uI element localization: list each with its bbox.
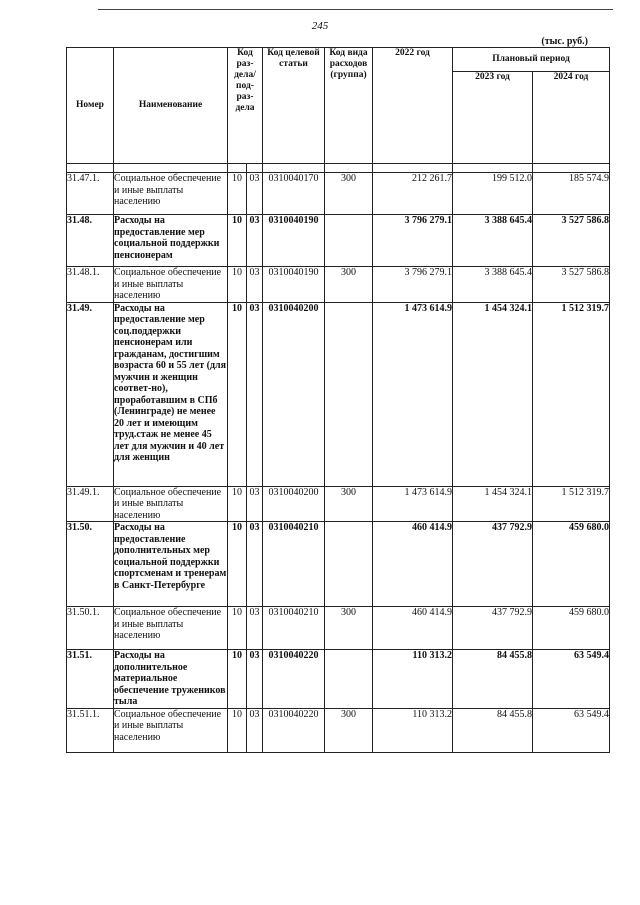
row-subsection: 03 [247, 607, 263, 650]
row-section: 10 [228, 650, 247, 709]
header-planned-period: Плановый период [453, 48, 610, 72]
table-row [67, 650, 610, 709]
header-expense-type-code: Код вида расходов (группа) [325, 48, 373, 164]
table-row [67, 708, 610, 752]
row-amount-2022: 1 473 614.9 [373, 486, 453, 522]
row-expense-type [325, 522, 373, 607]
row-amount-2022: 460 414.9 [373, 522, 453, 607]
header-target-code: Код целевой статьи [263, 48, 325, 164]
row-amount-2022: 212 261.7 [373, 173, 453, 215]
table-row [67, 173, 610, 215]
row-subsection: 03 [247, 522, 263, 607]
row-subsection: 03 [247, 215, 263, 267]
row-expense-type [325, 302, 373, 486]
row-target-code: 0310040190 [263, 215, 325, 267]
row-section: 10 [228, 267, 247, 303]
row-section: 10 [228, 708, 247, 752]
row-number: 31.49.1. [67, 486, 114, 522]
row-number: 31.49. [67, 302, 114, 486]
row-subsection: 03 [247, 173, 263, 215]
row-amount-2022: 3 796 279.1 [373, 215, 453, 267]
row-name: Расходы на предоставление мер соц.поддержки пенсионерам или гражданам, достигшим возраста 60 и 55 лет (для мужчин и женщин соответ-но), проработавшим в СПб (Ленинграде) не менее 20 лет и имеющим труд.стаж не менее 45 лет для мужчин и 40 лет для женщин [114, 302, 228, 486]
row-number: 31.50. [67, 522, 114, 607]
row-amount-2023: 1 454 324.1 [453, 486, 533, 522]
table-header [67, 48, 610, 164]
row-name: Расходы на дополнительное материальное обеспечение тружеников тыла [114, 650, 226, 707]
row-target-code: 0310040220 [263, 650, 325, 709]
row-amount-2023: 3 388 645.4 [453, 215, 533, 267]
row-expense-type: 300 [325, 486, 373, 522]
row-subsection: 03 [247, 486, 263, 522]
row-expense-type: 300 [325, 267, 373, 303]
header-name: Наименование [114, 48, 228, 164]
row-section: 10 [228, 173, 247, 215]
row-amount-2023: 84 455.8 [453, 708, 533, 752]
budget-table [66, 47, 610, 753]
row-number: 31.47.1. [67, 173, 114, 215]
row-expense-type: 300 [325, 708, 373, 752]
row-section: 10 [228, 302, 247, 486]
row-number: 31.50.1. [67, 607, 114, 650]
header-year-2023: 2023 год [453, 72, 533, 164]
row-subsection: 03 [247, 302, 263, 486]
table-row [67, 215, 610, 267]
row-number: 31.48. [67, 215, 114, 267]
row-number: 31.51.1. [67, 708, 114, 752]
row-number: 31.51. [67, 650, 114, 709]
row-amount-2022: 110 313.2 [373, 708, 453, 752]
row-subsection: 03 [247, 650, 263, 709]
row-name: Социальное обеспечение и иные выплаты населению [114, 267, 228, 303]
row-amount-2024: 459 680.0 [533, 522, 610, 607]
row-amount-2024: 63 549.4 [533, 650, 610, 709]
table-body [67, 164, 610, 753]
row-name: Социальное обеспечение и иные выплаты населению [114, 708, 228, 752]
row-section: 10 [228, 607, 247, 650]
row-name: Социальное обеспечение и иные выплаты населению [114, 486, 228, 522]
row-amount-2024: 3 527 586.8 [533, 215, 610, 267]
row-amount-2023: 1 454 324.1 [453, 302, 533, 486]
units-label: (тыс. руб.) [541, 36, 588, 47]
row-section: 10 [228, 522, 247, 607]
table-row [67, 267, 610, 303]
row-amount-2022: 460 414.9 [373, 607, 453, 650]
header-section-code: Код раз-дела/ под-раз-дела [228, 48, 263, 164]
row-amount-2023: 84 455.8 [453, 650, 533, 709]
row-amount-2024: 1 512 319.7 [533, 302, 610, 486]
spacer-row [67, 164, 610, 173]
row-section: 10 [228, 215, 247, 267]
row-expense-type: 300 [325, 607, 373, 650]
header-year-2022: 2022 год [373, 48, 453, 164]
header-number: Номер [67, 48, 114, 164]
row-name: Расходы на предоставление дополнительных мер социальной поддержки спортсменам и тренерам в Санкт-Петербурге [114, 522, 228, 607]
row-amount-2023: 3 388 645.4 [453, 267, 533, 303]
row-target-code: 0310040210 [263, 522, 325, 607]
row-target-code: 0310040170 [263, 173, 325, 215]
row-amount-2022: 1 473 614.9 [373, 302, 453, 486]
table-row [67, 522, 610, 607]
row-name: Социальное обеспечение и иные выплаты населению [114, 173, 228, 215]
row-number: 31.48.1. [67, 267, 114, 303]
row-target-code: 0310040190 [263, 267, 325, 303]
row-amount-2023: 437 792.9 [453, 607, 533, 650]
row-subsection: 03 [247, 708, 263, 752]
row-target-code: 0310040200 [263, 302, 325, 486]
row-expense-type [325, 650, 373, 709]
row-amount-2024: 3 527 586.8 [533, 267, 610, 303]
table-row [67, 486, 610, 522]
header-year-2024: 2024 год [533, 72, 610, 164]
row-amount-2022: 3 796 279.1 [373, 267, 453, 303]
row-target-code: 0310040220 [263, 708, 325, 752]
page-number: 245 [311, 20, 329, 32]
table-row [67, 607, 610, 650]
row-subsection: 03 [247, 267, 263, 303]
row-target-code: 0310040210 [263, 607, 325, 650]
row-amount-2024: 459 680.0 [533, 607, 610, 650]
row-name: Социальное обеспечение и иные выплаты населению [114, 607, 228, 650]
row-amount-2023: 437 792.9 [453, 522, 533, 607]
row-name: Расходы на предоставление мер социальной поддержки пенсионерам [114, 215, 228, 267]
row-target-code: 0310040200 [263, 486, 325, 522]
row-amount-2024: 185 574.9 [533, 173, 610, 215]
row-amount-2022: 110 313.2 [373, 650, 453, 709]
row-amount-2024: 63 549.4 [533, 708, 610, 752]
row-expense-type: 300 [325, 173, 373, 215]
row-expense-type [325, 215, 373, 267]
row-amount-2023: 199 512.0 [453, 173, 533, 215]
row-section: 10 [228, 486, 247, 522]
table-row [67, 302, 610, 486]
row-amount-2024: 1 512 319.7 [533, 486, 610, 522]
top-rule [98, 9, 613, 10]
